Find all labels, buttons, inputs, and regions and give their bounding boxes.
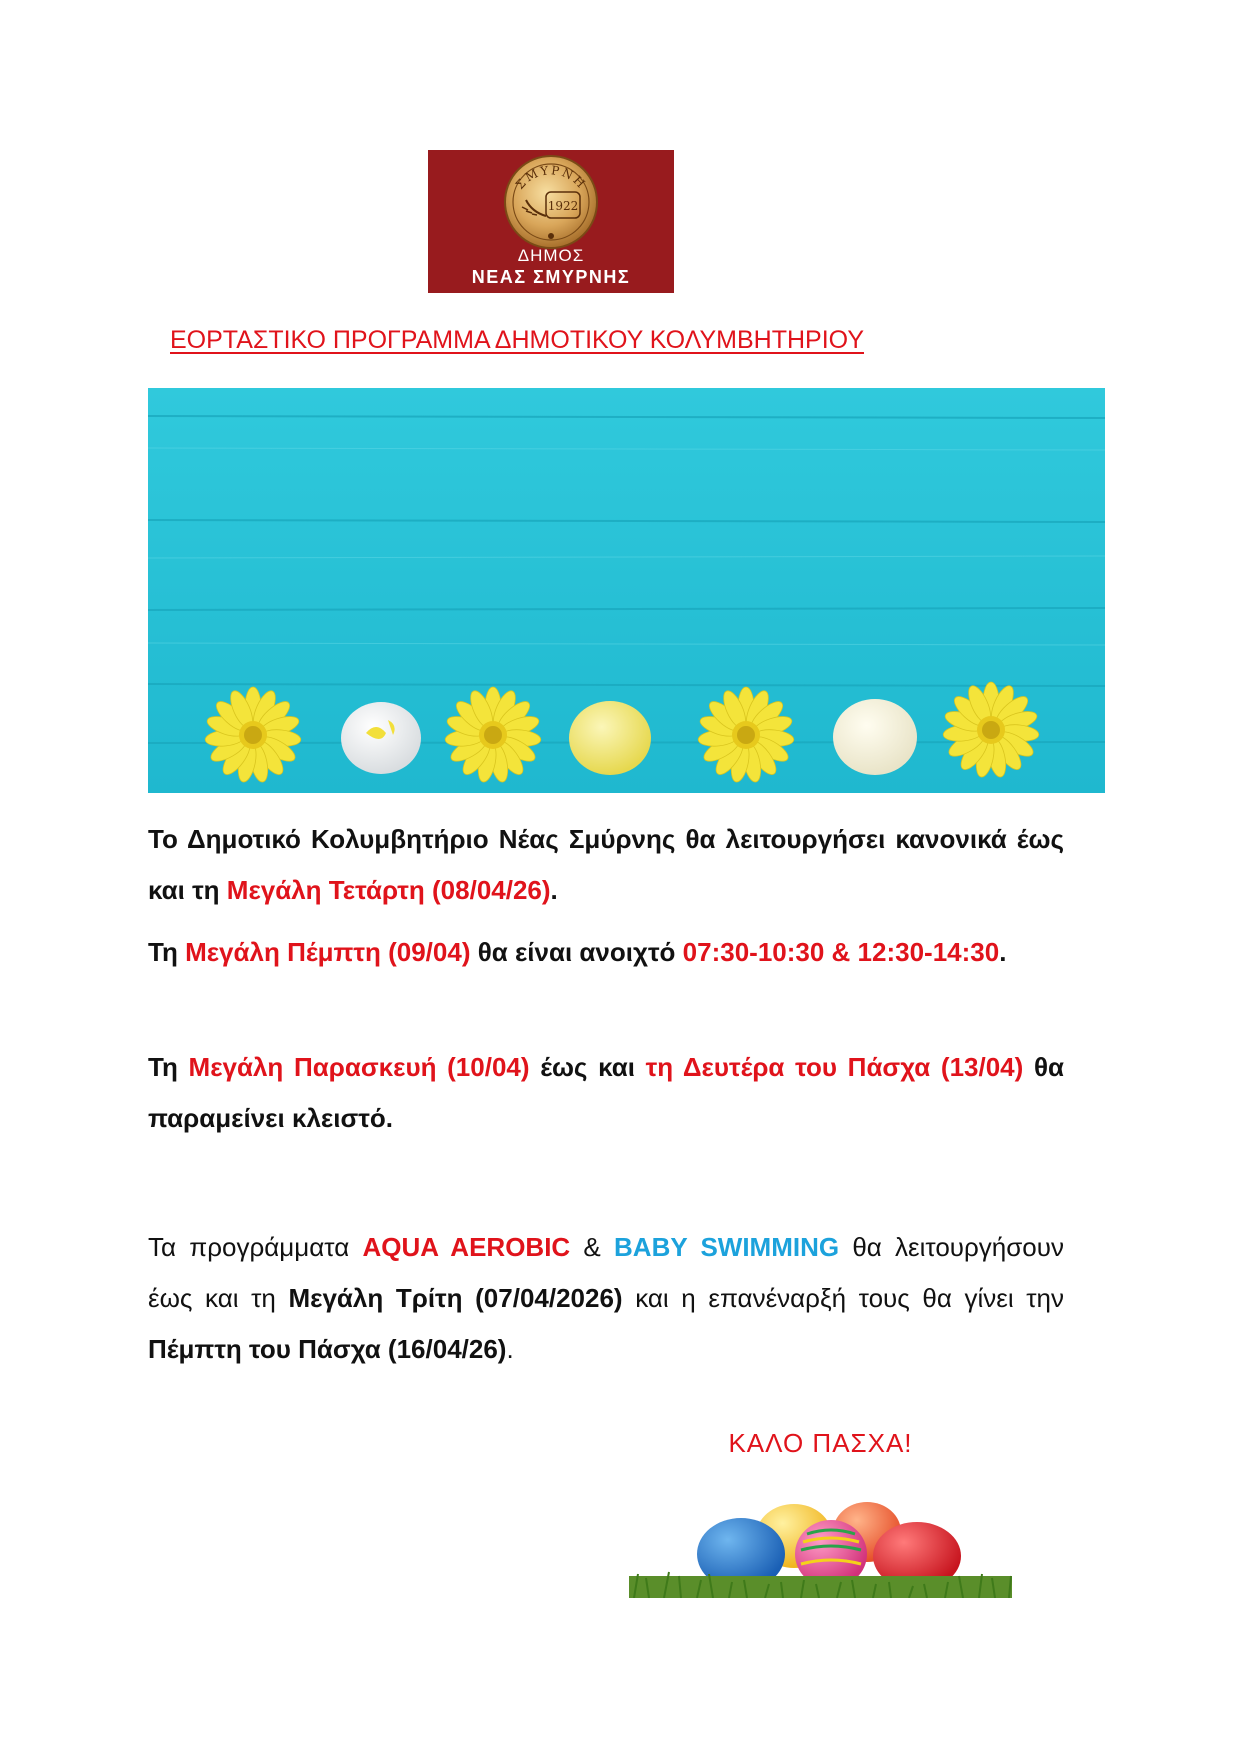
p3-end: θα παραμείνει κλειστό. xyxy=(148,1052,1065,1133)
p3-end-date: τη Δευτέρα του Πάσχα (13/04) xyxy=(645,1052,1024,1082)
p4-aqua-aerobic: AQUA AEROBIC xyxy=(362,1232,571,1262)
p2-date: Μεγάλη Πέμπτη (09/04) xyxy=(185,937,471,967)
p4-end: . xyxy=(506,1334,514,1364)
p2-mid: θα είναι ανοιχτό xyxy=(470,937,683,967)
egg-yellow xyxy=(569,701,651,775)
easter-banner-image xyxy=(148,388,1105,793)
p1-text: Το Δημοτικό Κολυμβητήριο Νέας Σμύρνης θα λειτουργήσει κανονικά έως και τη xyxy=(148,824,1064,905)
paragraph-normal-operation xyxy=(148,814,1064,916)
p1-end: . xyxy=(550,875,558,905)
paragraph-programs xyxy=(148,1222,1064,1375)
p3-text: Τη xyxy=(148,1052,189,1082)
logo-line-1: ΔΗΜΟΣ xyxy=(517,246,585,265)
p1-date: Μεγάλη Τετάρτη (08/04/26) xyxy=(226,875,551,905)
paragraph-closed-period xyxy=(148,1042,1064,1144)
p3-mid: έως και xyxy=(529,1052,646,1082)
p4-amp: & xyxy=(570,1232,615,1262)
p4-last-day: Μεγάλη Τρίτη (07/04/2026) xyxy=(288,1283,623,1313)
p2-end: . xyxy=(999,937,1007,967)
p4-mid2: και η επανέναρξή τους θα γίνει την xyxy=(622,1283,1064,1313)
seal-year: 1922 xyxy=(547,199,579,213)
p4-text: Τα προγράμματα xyxy=(148,1232,363,1262)
p4-restart-date: Πέμπτη του Πάσχα (16/04/26) xyxy=(148,1334,507,1364)
municipality-logo xyxy=(428,150,674,293)
p2-hours: 07:30-10:30 & 12:30-14:30 xyxy=(682,937,1000,967)
egg-white-2 xyxy=(833,699,917,775)
greeting-text: ΚΑΛΟ ΠΑΣΧΑ! xyxy=(728,1428,913,1458)
logo-line-2: ΝΕΑΣ ΣΜΥΡΝΗΣ xyxy=(471,267,631,287)
easter-greeting-image xyxy=(629,1418,1012,1598)
p2-text: Τη xyxy=(148,937,186,967)
page-title: ΕΟΡΤΑΣΤΙΚΟ ΠΡΟΓΡΑΜΜΑ ΔΗΜΟΤΙΚΟΥ ΚΟΛΥΜΒΗΤΗΡΙΟΥ xyxy=(170,326,864,354)
seal-arc-text: ΣΜΥΡΝΗ xyxy=(512,163,590,192)
p3-start-date: Μεγάλη Παρασκευή (10/04) xyxy=(188,1052,530,1082)
paragraph-holy-thursday xyxy=(148,927,1064,978)
p4-mid: θα λειτουργήσουν έως και τη xyxy=(148,1232,1064,1313)
p4-baby-swimming: BABY SWIMMING xyxy=(614,1232,840,1262)
